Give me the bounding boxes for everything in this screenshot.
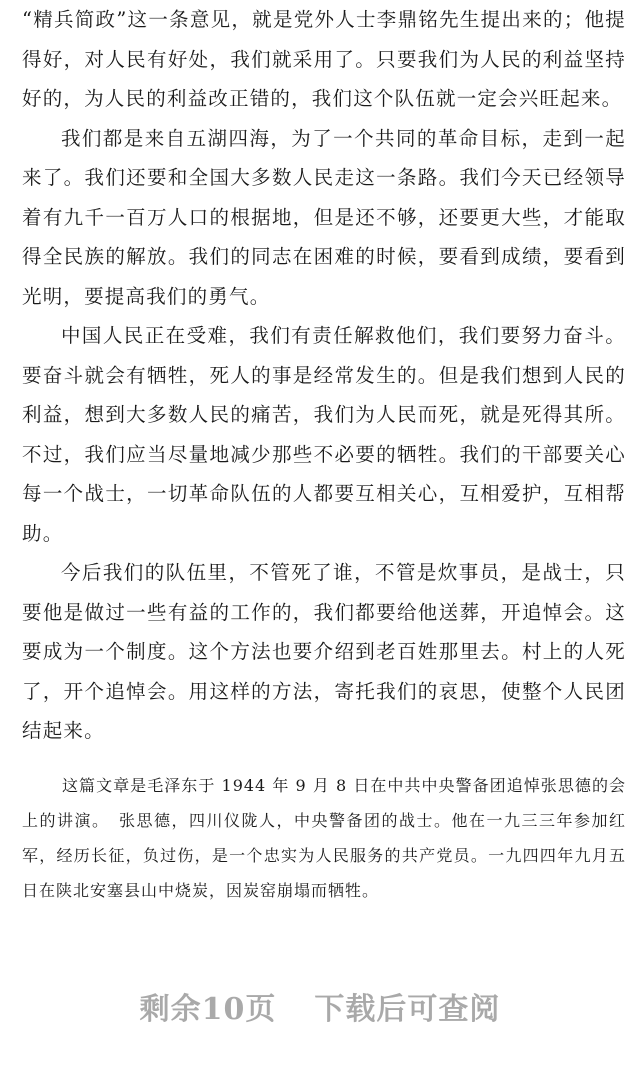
download-prompt[interactable] xyxy=(0,984,640,1028)
essay-body xyxy=(22,0,626,751)
essay-paragraph-3: 中国人民正在受难，我们有责任解救他们，我们要努力奋斗。要奋斗就会有牺牲，死人的事是经常发生的。但是我们想到人民的利益，想到大多数人民的痛苦，我们为人民而死，就是死得其所。不过，我们应当尽量地减少那些不必要的牺牲。我们的干部要关心每一个战士，一切革命队伍的人都要互相关心，互相爱护，互相帮助。 xyxy=(22,324,626,545)
editorial-note-text: 这篇文章是毛泽东于 1944 年 9 月 8 日在中共中央警备团追悼张思德的会上的讲演。 张思德，四川仪陇人，中央警备团的战士。他在一九三三年参加红军，经历长征，负过伤，是一个忠实为人民服务的共产党员。一九四四年九月五日在陕北安塞县山中烧炭，因炭窑崩塌而牺牲。 xyxy=(22,776,626,900)
essay-paragraph-4: 今后我们的队伍里，不管死了谁，不管是炊事员，是战士，只要他是做过一些有益的工作的，我们都要给他送葬，开追悼会。这要成为一个制度。这个方法也要介绍到老百姓那里去。村上的人死了，开个追悼会。用这样的方法，寄托我们的哀思，使整个人民团结起来。 xyxy=(22,561,626,742)
download-hint-label[interactable]: 下载后可查阅 xyxy=(314,992,501,1027)
editorial-note xyxy=(22,768,626,908)
essay-paragraph-2: 我们都是来自五湖四海，为了一个共同的革命目标，走到一起来了。我们还要和全国大多数人民走这一条路。我们今天已经领导着有九千一百万人口的根据地，但是还不够，还要更大些，才能取得全民族的解放。我们的同志在困难的时候，要看到成绩，要看到光明，要提高我们的勇气。 xyxy=(22,126,626,308)
essay-paragraph-1: “精兵简政”这一条意见，就是党外人士李鼎铭先生提出来的；他提得好，对人民有好处，我们就采用了。只要我们为人民的利益坚持好的，为人民的利益改正错的，我们这个队伍就一定会兴旺起来。 xyxy=(22,8,626,110)
remaining-pages-label[interactable]: 剩余10页 xyxy=(139,992,277,1027)
